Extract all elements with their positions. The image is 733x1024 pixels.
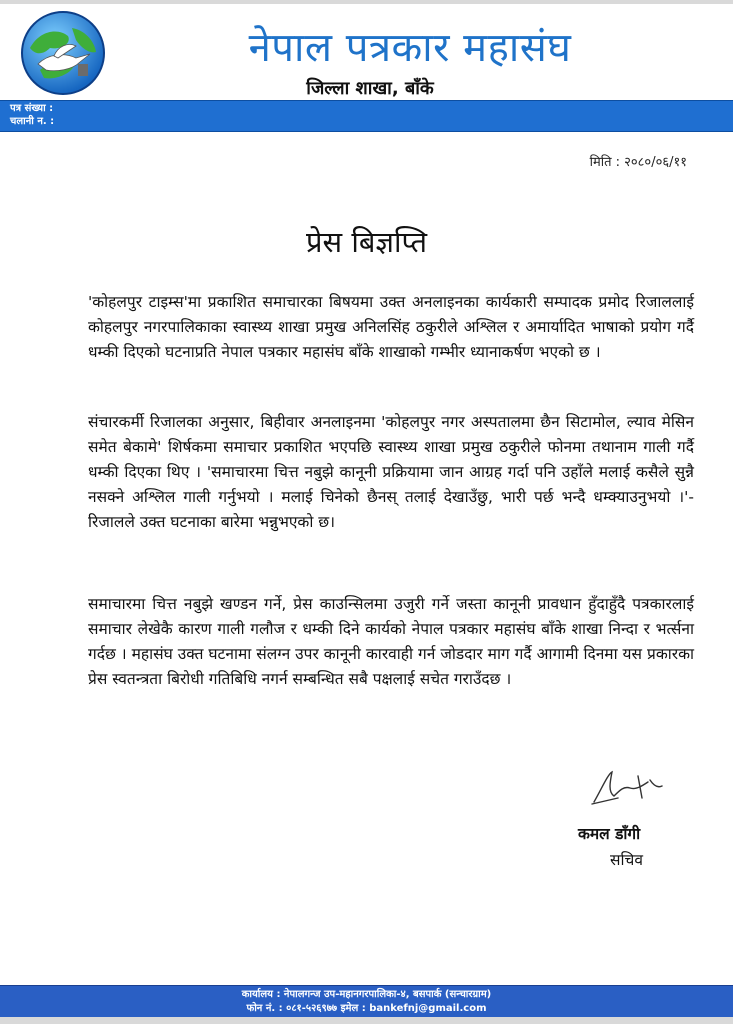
handwritten-signature-icon <box>588 768 664 808</box>
paragraph-3: समाचारमा चित्त नबुझे खण्डन गर्ने, प्रेस काउन्सिलमा उजुरी गर्ने जस्ता कानूनी प्रावधान हुँदाहुँदै पत्रकारलाई समाचार लेखेकै कारण गाली गलौज र धम्की दिने कार्यको नेपाल पत्रकार महासंघ बाँके शाखा निन्दा र भर्त्सना गर्दछ । महासंघ उक्त घटनामा संलग्न उपर कानूनी कारवाही गर्न जोडदार माग गर्दै आगामी दिनमा यस प्रकारका प्रेस स्वतन्त्रता बिरोधी गतिबिधि नगर्न सम्बन्धित सबै पक्षलाई सचेत गराउँदछ । <box>88 595 694 688</box>
footer-office-address: कार्यालय : नेपालगन्ज उप-महानगरपालिका-४, बसपार्क (सन्चारग्राम) <box>241 989 492 1000</box>
ref-number-label: पत्र संख्या : <box>10 103 54 114</box>
signer-name: कमल डाँगी <box>578 825 641 843</box>
signer-title: सचिव <box>610 851 643 869</box>
branch-name: जिल्ला शाखा, बाँके <box>306 78 434 99</box>
globe-dove-logo-icon <box>20 10 106 96</box>
organization-name: नेपाल पत्रकार महासंघ <box>248 25 572 71</box>
letter-date: मिति : २०८०/०६/११ <box>589 155 687 170</box>
paragraph-2: संचारकर्मी रिजालका अनुसार, बिहीवार अनलाइनमा 'कोहलपुर नगर अस्पतालमा छैन सिटामोल, ल्याव मेसिन समेत बेकामे' शिर्षकमा समाचार प्रकाशित भएपछि स्वास्थ्य शाखा प्रमुख ठकुरीले फोनमा तथानाम गाली गर्दै धम्की दिएका थिए । 'समाचारमा चित्त नबुझे कानूनी प्रक्रियामा जान आग्रह गर्दा पनि उहाँले मलाई कसैले सुन्नै नसक्ने अश्लिल गाली गर्नुभयो । मलाई चिनेको छैनस् तलाई देखाउँछु, भारी पर्छ भन्दै धम्क्याउनुभयो ।'- रिजालले उक्त घटनाका बारेमा भन्नुभएको छ। <box>88 413 694 531</box>
bottom-edge <box>0 1017 733 1024</box>
reference-bar <box>0 100 733 132</box>
footer-contact: फोन नं. : ०८१-५२६९७७ इमेल : bankefnj@gmail.com <box>246 1003 487 1014</box>
paragraph-1: 'कोहलपुर टाइम्स'मा प्रकाशित समाचारका बिषयमा उक्त अनलाइनका कार्यकारी सम्पादक प्रमोद रिजाललाई कोहलपुर नगरपालिकाका स्वास्थ्य शाखा प्रमुख अनिलसिंह ठकुरीले अश्लिल र अमार्यादित भाषाको प्रयोग गर्दै धम्की दिएको घटनाप्रति नेपाल पत्रकार महासंघ बाँके शाखाको गम्भीर ध्यानाकर्षण भएको छ । <box>88 293 694 361</box>
document-title: प्रेस बिज्ञप्ति <box>306 225 427 259</box>
top-edge <box>0 0 733 4</box>
footer-bar <box>0 985 733 1018</box>
dispatch-number-label: चलानी न. : <box>10 116 55 127</box>
